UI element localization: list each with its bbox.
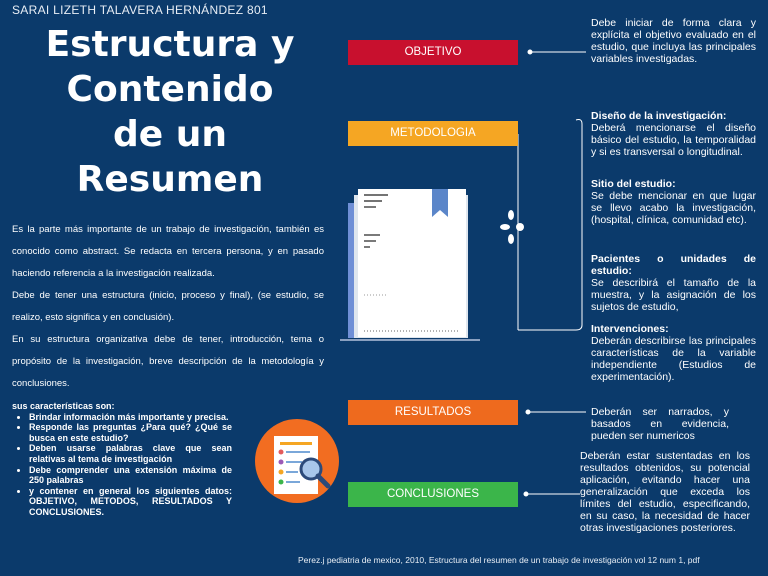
objetivo-description: Debe iniciar de forma clara y explícita el objetivo evaluado en el estudio, que incluya las principales variables investigadas. — [591, 17, 756, 65]
diseno-title: Diseño de la investigación: — [591, 110, 727, 122]
title-line: de un — [113, 114, 227, 155]
diseno-text: Deberá mencionarse el diseño básico del estudio, la temporalidad y si es transversal o longitudinal. — [591, 122, 756, 158]
intervenciones-description — [591, 323, 756, 383]
author-name: SARAI LIZETH TALAVERA HERNÁNDEZ 801 — [12, 3, 268, 17]
list-item: • Responde las preguntas ¿Para qué? ¿Qué se busca en este estudio? — [29, 422, 232, 443]
pacientes-title: Pacientes o unidades de estudio: — [591, 253, 756, 277]
intro-paragraph: En su estructura organizativa debe de tener, introducción, tema o propósito de la investigación, breve descripción de la metodología y conclusiones. — [12, 334, 324, 389]
resultados-description: Deberán ser narrados, y basados en evidencia, pueden ser numericos — [591, 406, 729, 442]
resultados-label: RESULTADOS — [348, 400, 518, 425]
title-line: Estructura y — [45, 24, 295, 65]
conclusiones-label: CONCLUSIONES — [348, 482, 518, 507]
pacientes-description — [591, 253, 756, 313]
conclusiones-description: Deberán estar sustentadas en los resultados obtenidos, su potencial aplicación, evitando hacer una generalización que exceda los límites del estudio, especificando, en su caso, la necesidad de hacer otras investigaciones posteriores. — [580, 450, 750, 534]
intervenciones-title: Intervenciones: — [591, 323, 669, 335]
sitio-description — [591, 178, 756, 226]
characteristics-heading: sus características son: — [12, 401, 115, 411]
list-item: • Deben usarse palabras clave que sean relativas al tema de investigación — [29, 443, 232, 464]
report-magnifier-icon — [254, 418, 340, 504]
title-line: Contenido — [66, 69, 274, 110]
pacientes-text: Se describirá el tamaño de la muestra, y la asignación de los sujetos de estudio, — [591, 277, 756, 313]
intervenciones-text: Deberán describirse las principales características de la variable independiente (Estudios de experimentación). — [591, 335, 756, 383]
sitio-title: Sitio del estudio: — [591, 178, 676, 190]
spark-icon — [498, 208, 528, 246]
objetivo-label: OBJETIVO — [348, 40, 518, 65]
metodologia-label: METODOLOGIA — [348, 121, 518, 146]
intro-paragraph: Debe de tener una estructura (inicio, proceso y final), (se estudio, se realizo, esto significa y en conclusión). — [12, 290, 324, 323]
title-line: Resumen — [76, 159, 264, 200]
diseno-description — [591, 110, 756, 158]
list-item: • y contener en general los siguientes datos: OBJETIVO, METODOS, RESULTADOS Y CONCLUSIONES. — [29, 486, 232, 518]
sitio-text: Se debe mencionar en que lugar se llevo acabo la investigación, (hospital, clínica, comunidad etc). — [591, 190, 756, 226]
list-item: • Debe comprender una extensión máxima de 250 palabras — [29, 465, 232, 486]
intro-paragraph: Es la parte más importante de un trabajo de investigación, también es conocido como abstract. Se redacta en tercera persona, y en pasado haciendo referencia a la investigación realizada. — [12, 224, 324, 279]
citation-footer: Perez.j pediatria de mexico, 2010, Estructura del resumen de un trabajo de investigación vol 12 num 1, pdf — [298, 555, 700, 565]
list-item: • Brindar información más importante y precisa. — [29, 412, 232, 423]
